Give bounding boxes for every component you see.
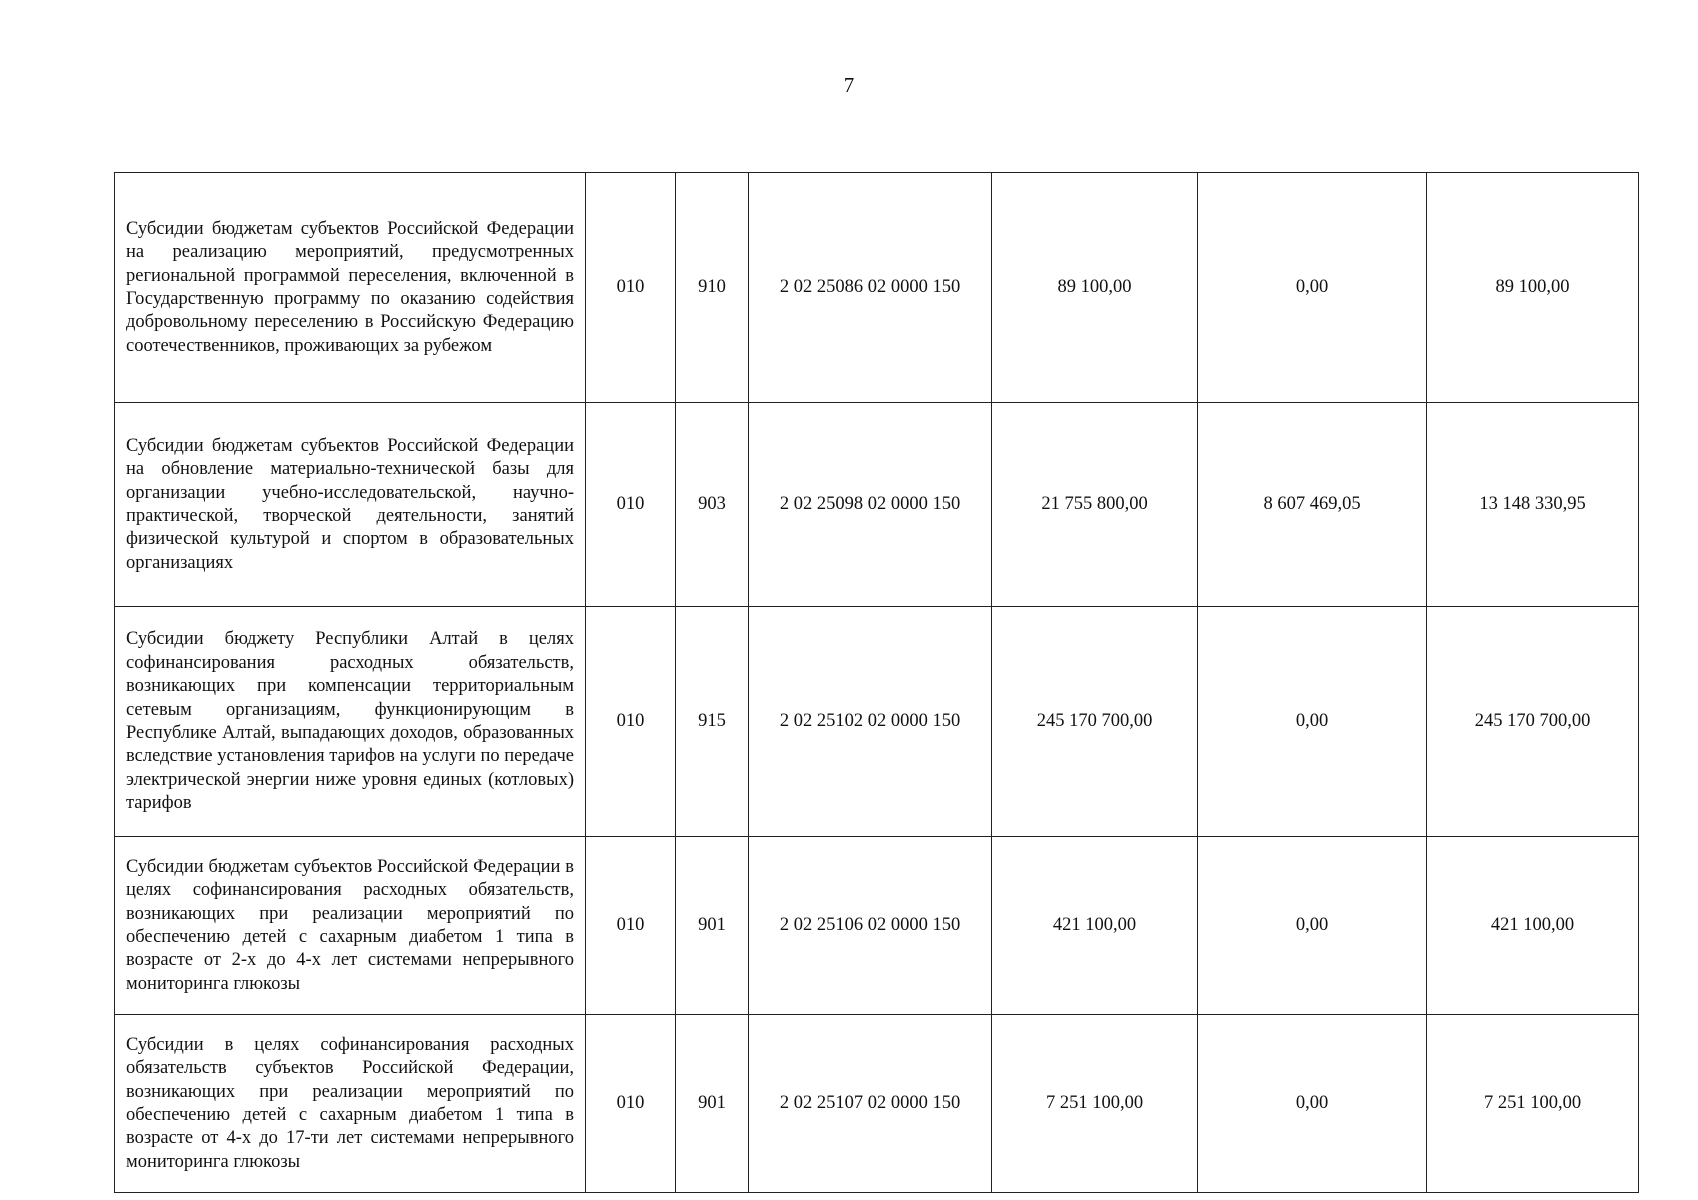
row-remainder-amount: 13 148 330,95 <box>1427 403 1639 607</box>
row-code: 010 <box>586 837 676 1015</box>
row-plan-amount: 245 170 700,00 <box>992 607 1198 837</box>
row-remainder-amount: 245 170 700,00 <box>1427 607 1639 837</box>
row-executed-amount: 0,00 <box>1198 1015 1427 1193</box>
table-row <box>115 837 1639 1015</box>
row-executed-amount: 0,00 <box>1198 837 1427 1015</box>
table-row <box>115 403 1639 607</box>
row-code: 010 <box>586 403 676 607</box>
row-plan-amount: 21 755 800,00 <box>992 403 1198 607</box>
row-description: Субсидии в целях софинансирования расходных обязательств субъектов Российской Федерации, возникающих при реализации мероприятий по обеспечению детей с сахарным диабетом 1 типа в возрасте от 4-х до 17-ти лет системами непрерывного мониторинга глюкозы <box>115 1015 586 1193</box>
row-code: 010 <box>586 1015 676 1193</box>
budget-table <box>114 172 1639 1193</box>
table-row <box>115 607 1639 837</box>
row-remainder-amount: 421 100,00 <box>1427 837 1639 1015</box>
row-kbk-code: 2 02 25086 02 0000 150 <box>749 173 992 403</box>
row-plan-amount: 7 251 100,00 <box>992 1015 1198 1193</box>
page-number: 7 <box>843 73 855 97</box>
row-description: Субсидии бюджетам субъектов Российской Федерации на реализацию мероприятий, предусмотренных региональной программой переселения, включенной в Государственную программу по оказанию содействия добровольному переселению в Российскую Федерацию соотечественников, проживающих за рубежом <box>115 173 586 403</box>
table-row <box>115 1015 1639 1193</box>
row-kbk-code: 2 02 25098 02 0000 150 <box>749 403 992 607</box>
row-admin-code: 901 <box>676 837 749 1015</box>
row-kbk-code: 2 02 25106 02 0000 150 <box>749 837 992 1015</box>
row-description: Субсидии бюджетам субъектов Российской Федерации в целях софинансирования расходных обязательств, возникающих при реализации мероприятий по обеспечению детей с сахарным диабетом 1 типа в возрасте от 2-х до 4-х лет системами непрерывного мониторинга глюкозы <box>115 837 586 1015</box>
row-remainder-amount: 7 251 100,00 <box>1427 1015 1639 1193</box>
row-admin-code: 910 <box>676 173 749 403</box>
row-executed-amount: 8 607 469,05 <box>1198 403 1427 607</box>
row-executed-amount: 0,00 <box>1198 173 1427 403</box>
table-row <box>115 173 1639 403</box>
row-admin-code: 915 <box>676 607 749 837</box>
row-remainder-amount: 89 100,00 <box>1427 173 1639 403</box>
row-kbk-code: 2 02 25107 02 0000 150 <box>749 1015 992 1193</box>
row-code: 010 <box>586 173 676 403</box>
row-executed-amount: 0,00 <box>1198 607 1427 837</box>
row-plan-amount: 421 100,00 <box>992 837 1198 1015</box>
row-admin-code: 903 <box>676 403 749 607</box>
row-admin-code: 901 <box>676 1015 749 1193</box>
row-description: Субсидии бюджетам субъектов Российской Федерации на обновление материально-технической базы для организации учебно-исследовательской, научно-практической, творческой деятельности, занятий физической культурой и спортом в образовательных организациях <box>115 403 586 607</box>
row-description: Субсидии бюджету Республики Алтай в целях софинансирования расходных обязательств, возникающих при компенсации территориальным сетевым организациям, функционирующим в Республике Алтай, выпадающих доходов, образованных вследствие установления тарифов на услуги по передаче электрической энергии ниже уровня единых (котловых) тарифов <box>115 607 586 837</box>
row-plan-amount: 89 100,00 <box>992 173 1198 403</box>
row-kbk-code: 2 02 25102 02 0000 150 <box>749 607 992 837</box>
row-code: 010 <box>586 607 676 837</box>
